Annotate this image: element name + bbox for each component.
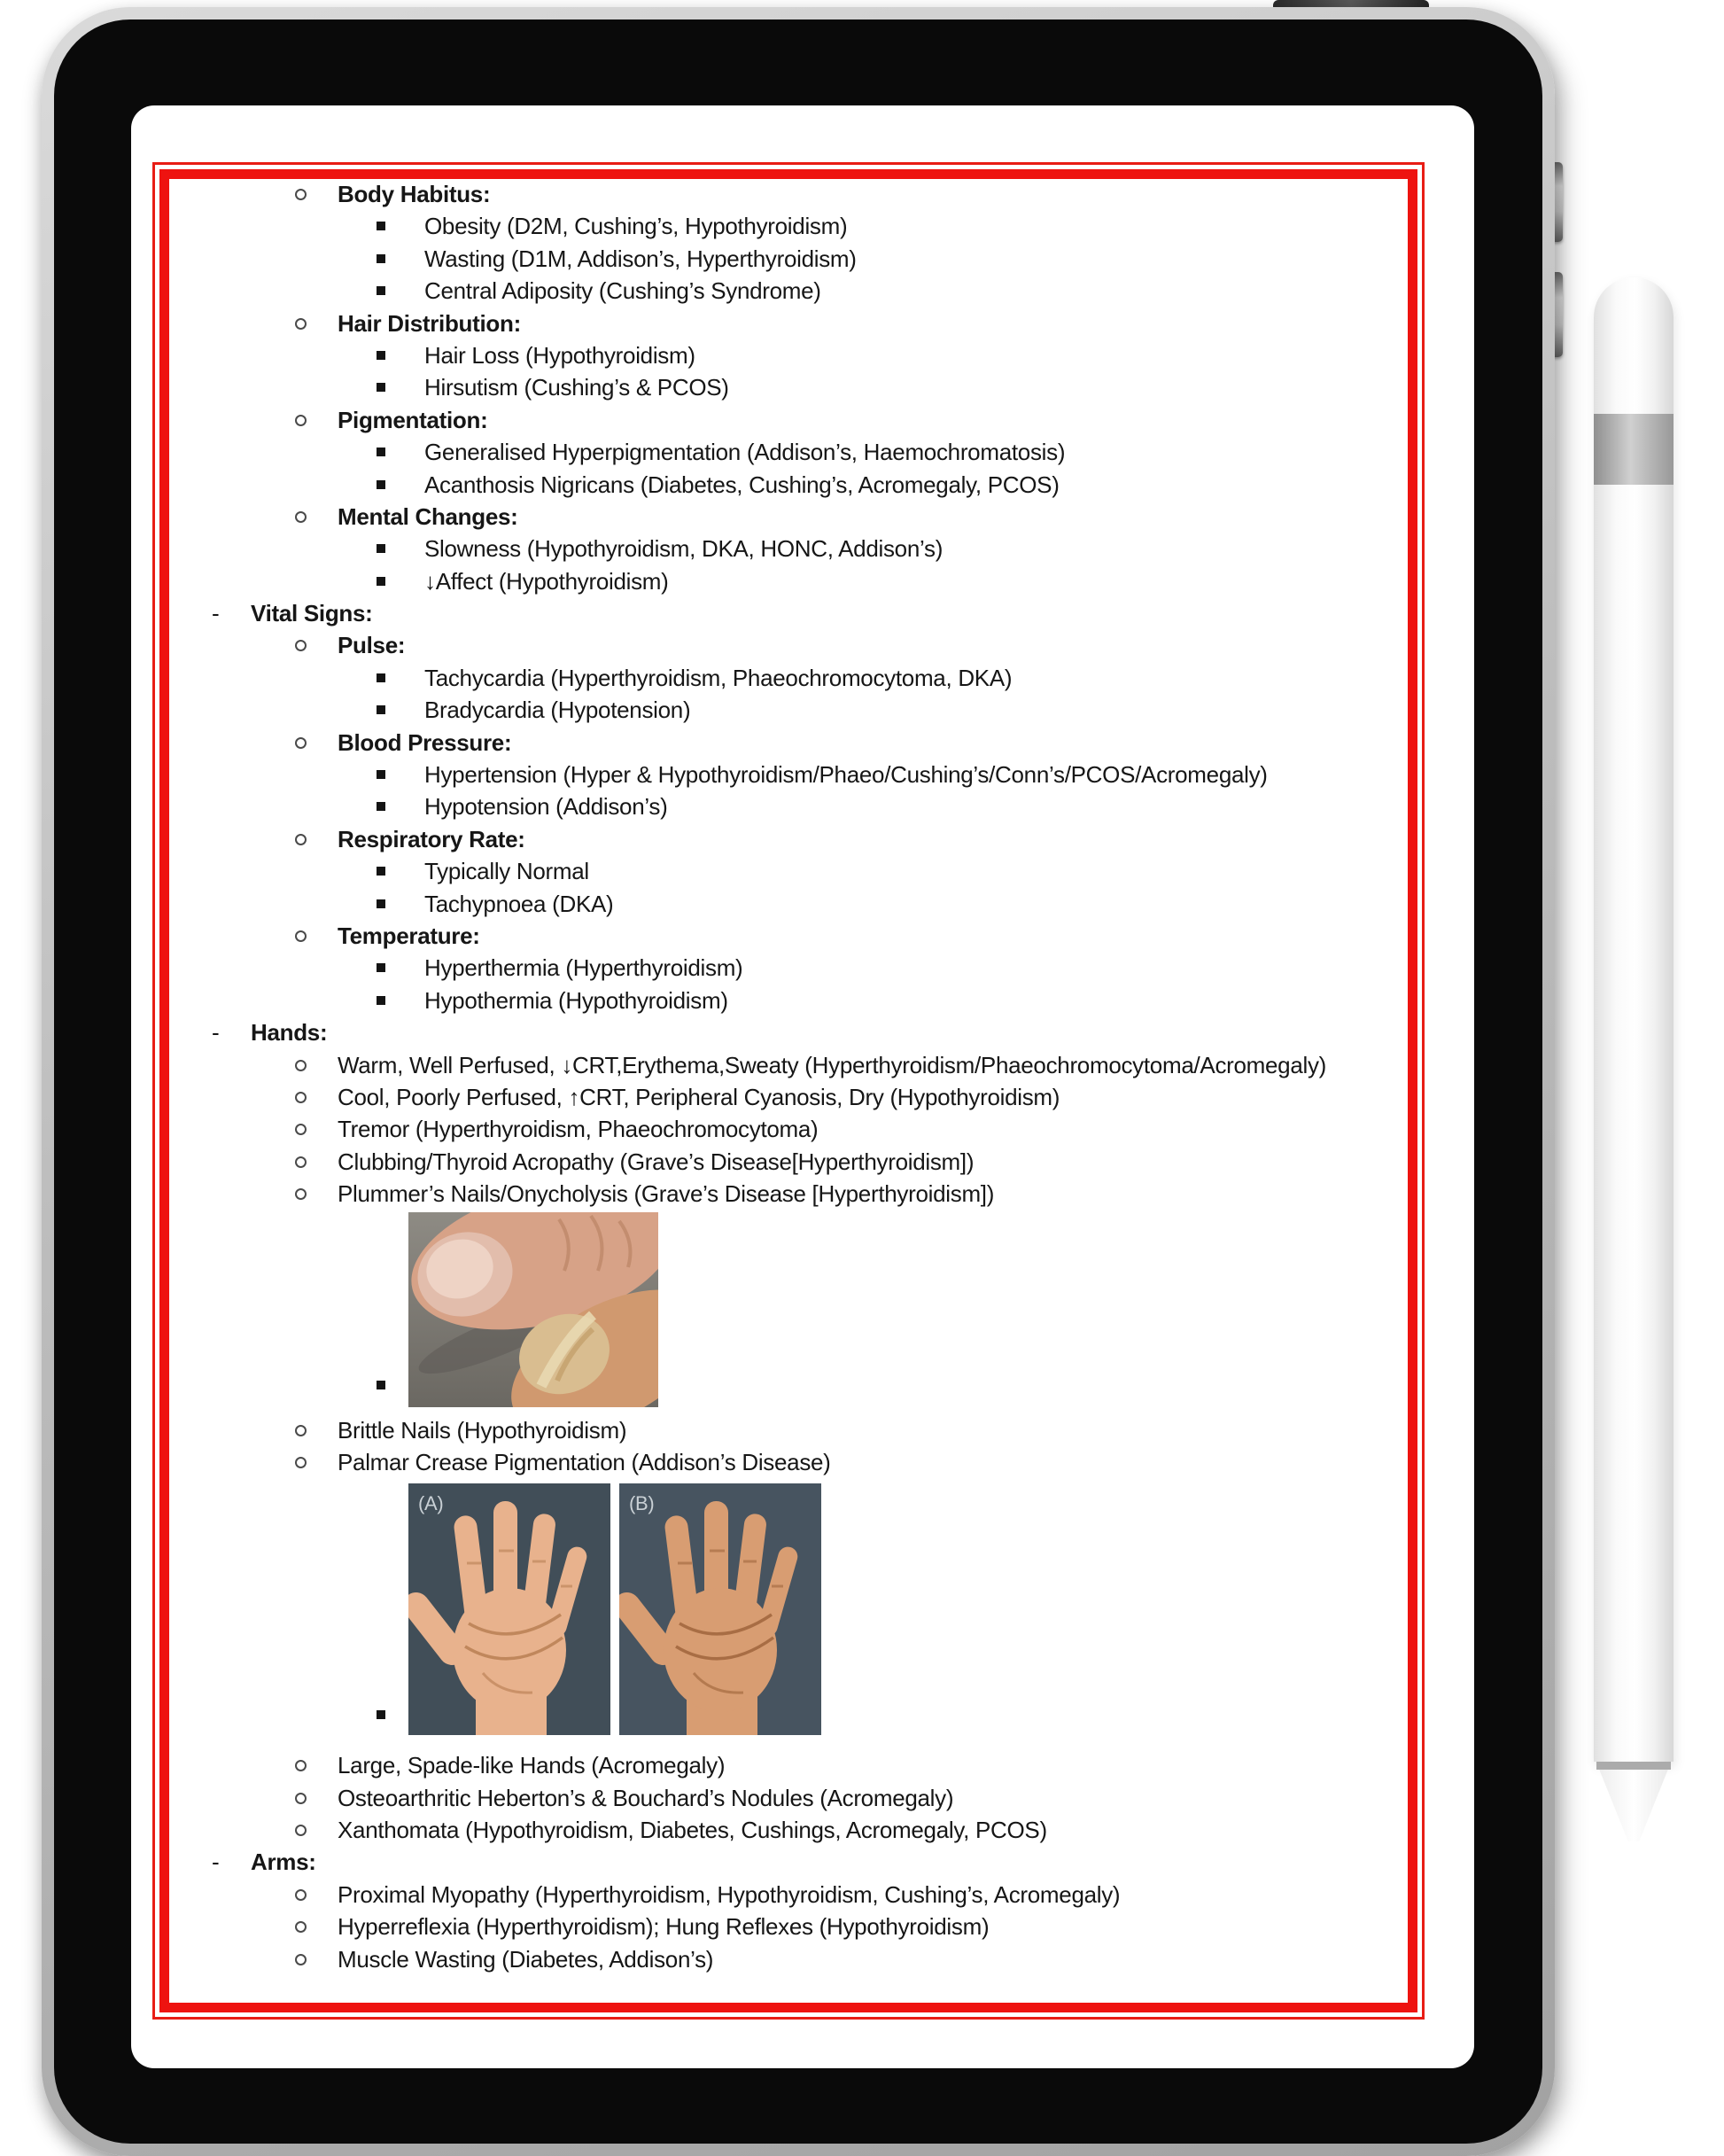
square-bullet-icon [377,802,385,811]
square-bullet-icon [377,383,385,392]
photo-label: (B) [629,1492,655,1515]
list-item-text: Hair Distribution: [338,309,521,337]
apple-pencil [1594,277,1674,1839]
list-item [155,920,1422,952]
document-page [159,169,1417,2012]
pencil-tip [1594,1770,1674,1846]
list-item [155,790,1422,822]
list-item [155,694,1422,726]
list-item [155,210,1422,242]
list-item [155,469,1422,501]
palmar-hand-photo-b [619,1483,821,1735]
list-item-text: Tachycardia (Hyperthyroidism, Phaeochromocytoma, DKA) [424,664,1013,691]
list-item [155,404,1422,436]
list-item-text: Bradycardia (Hypotension) [424,697,691,724]
list-item-text: Mental Changes: [338,502,518,530]
list-item-text: Generalised Hyperpigmentation (Addison’s, Haemochromatosis) [424,439,1066,466]
list-item-text: Palmar Crease Pigmentation (Addison’s Disease) [338,1448,831,1475]
list-item [155,1049,1422,1081]
list-item [155,662,1422,694]
circle-bullet-icon [295,1889,307,1901]
list-item-text: Osteoarthritic Heberton’s & Bouchard’s Nodules (Acromegaly) [338,1784,954,1811]
dash-bullet-icon: - [212,600,220,627]
list-item [155,1414,1422,1446]
list-item [155,597,1422,629]
onycholysis-photo [155,1210,1422,1414]
list-item-text: Hypothermia (Hypothyroidism) [424,986,728,1014]
list-item [155,1016,1422,1048]
list-item-text: Proximal Myopathy (Hyperthyroidism, Hypothyroidism, Cushing’s, Acromegaly) [338,1880,1121,1908]
square-bullet-icon [377,867,385,876]
circle-bullet-icon [295,1425,307,1436]
list-item [155,1879,1422,1911]
list-item [155,888,1422,920]
square-bullet-icon [377,351,385,360]
circle-bullet-icon [295,1092,307,1103]
list-item-text: Tachypnoea (DKA) [424,890,614,917]
list-item-text: Obesity (D2M, Cushing’s, Hypothyroidism) [424,213,848,240]
red-border-frame [152,162,1425,2020]
list-item [155,1113,1422,1145]
square-bullet-icon [377,673,385,682]
list-item-text: Hypertension (Hyper & Hypothyroidism/Phaeo/Cushing’s/Conn’s/PCOS/Acromegaly) [424,761,1268,789]
list-item-text: Tremor (Hyperthyroidism, Phaeochromocytoma) [338,1116,819,1143]
list-item-text: Acanthosis Nigricans (Diabetes, Cushing’s, Acromegaly, PCOS) [424,471,1060,498]
list-item-text: Central Adiposity (Cushing’s Syndrome) [424,277,821,305]
dash-bullet-icon: - [212,1019,220,1047]
list-item-text: Arms: [251,1849,316,1876]
photo-label: (A) [418,1492,444,1515]
list-item [155,339,1422,371]
square-bullet-icon [377,705,385,714]
list-item [155,855,1422,887]
tablet-bezel [54,19,1542,2144]
list-item [155,1943,1422,1975]
list-item-text: Hair Loss (Hypothyroidism) [424,341,695,369]
circle-bullet-icon [295,1793,307,1804]
list-item-text: Respiratory Rate: [338,825,525,852]
list-item [155,1749,1422,1781]
list-item [155,727,1422,759]
list-item [155,985,1422,1016]
list-item [155,275,1422,307]
square-bullet-icon [377,577,385,586]
square-bullet-icon [377,770,385,779]
circle-bullet-icon [295,318,307,330]
list-item [155,952,1422,984]
square-bullet-icon [377,286,385,295]
list-item-text: Plummer’s Nails/Onycholysis (Grave’s Disease [Hyperthyroidism]) [338,1180,995,1208]
list-item [155,1446,1422,1478]
pencil-band [1594,414,1674,485]
list-item-text: Vital Signs: [251,600,373,627]
circle-bullet-icon [295,1457,307,1468]
circle-bullet-icon [295,930,307,942]
list-item-text: Pigmentation: [338,406,488,433]
square-bullet-icon [377,1381,385,1389]
list-item [155,436,1422,468]
list-item-text: Brittle Nails (Hypothyroidism) [338,1416,627,1444]
circle-bullet-icon [295,737,307,749]
circle-bullet-icon [295,834,307,845]
list-item [155,759,1422,790]
list-item [155,1081,1422,1113]
circle-bullet-icon [295,1156,307,1168]
list-item [155,1178,1422,1210]
list-item-text: Xanthomata (Hypothyroidism, Diabetes, Cushings, Acromegaly, PCOS) [338,1817,1047,1844]
list-item [155,501,1422,533]
list-item [155,1911,1422,1942]
list-item-text: Cool, Poorly Perfused, ↑CRT, Peripheral Cyanosis, Dry (Hypothyroidism) [338,1083,1060,1110]
circle-bullet-icon [295,189,307,200]
list-item [155,823,1422,855]
circle-bullet-icon [295,511,307,523]
circle-bullet-icon [295,1954,307,1965]
list-item-text: Hirsutism (Cushing’s & PCOS) [424,374,729,401]
list-item-text: Clubbing/Thyroid Acropathy (Grave’s Disease[Hyperthyroidism]) [338,1148,975,1175]
square-bullet-icon [377,544,385,553]
list-item [155,565,1422,597]
pencil-body [1594,277,1674,1762]
square-bullet-icon [377,963,385,972]
list-item [155,1782,1422,1814]
list-item-text: Wasting (D1M, Addison’s, Hyperthyroidism) [424,245,857,272]
list-item-text: Hyperreflexia (Hyperthyroidism); Hung Reflexes (Hypothyroidism) [338,1913,990,1941]
list-item [155,307,1422,339]
list-item-text: Typically Normal [424,858,589,885]
list-item [155,371,1422,403]
tablet-screen [131,105,1474,2068]
list-item-text: Temperature: [338,922,480,949]
list-item [155,1814,1422,1846]
list-item-text: Hyperthermia (Hyperthyroidism) [424,954,743,982]
document-list [155,165,1422,2017]
square-bullet-icon [377,480,385,489]
list-item-text: Muscle Wasting (Diabetes, Addison’s) [338,1945,714,1973]
list-item [155,1846,1422,1878]
list-item-text: Blood Pressure: [338,728,512,756]
square-bullet-icon [377,222,385,230]
square-bullet-icon [377,899,385,908]
list-item-text: Hypotension (Addison’s) [424,793,668,821]
list-item-text: Body Habitus: [338,181,491,207]
pencil-tip-ring [1596,1762,1671,1770]
list-item [155,629,1422,661]
list-item [155,178,1422,210]
list-item [155,533,1422,564]
palmar-crease-photos [155,1478,1422,1749]
list-item-text: Hands: [251,1019,328,1047]
list-item-text: Slowness (Hypothyroidism, DKA, HONC, Addison’s) [424,535,944,563]
list-item-text: Warm, Well Perfused, ↓CRT,Erythema,Sweaty (Hyperthyroidism/Phaeochromocytoma/Acromegaly) [338,1051,1327,1078]
list-item [155,1146,1422,1178]
palmar-hand-photo-a [408,1483,610,1735]
square-bullet-icon [377,448,385,456]
palmar-photo-pair [408,1483,821,1735]
square-bullet-icon [377,996,385,1005]
tablet-frame [42,7,1555,2156]
list-item-text: Pulse: [338,632,406,659]
circle-bullet-icon [295,1060,307,1071]
circle-bullet-icon [295,415,307,426]
dash-bullet-icon: - [212,1849,220,1876]
circle-bullet-icon [295,1825,307,1836]
square-bullet-icon [377,1710,385,1719]
list-item-text: ↓Affect (Hypothyroidism) [424,567,669,595]
list-item [155,243,1422,275]
square-bullet-icon [377,254,385,263]
onycholysis-photo-graphic [408,1212,658,1407]
list-item-text: Large, Spade-like Hands (Acromegaly) [338,1752,726,1779]
